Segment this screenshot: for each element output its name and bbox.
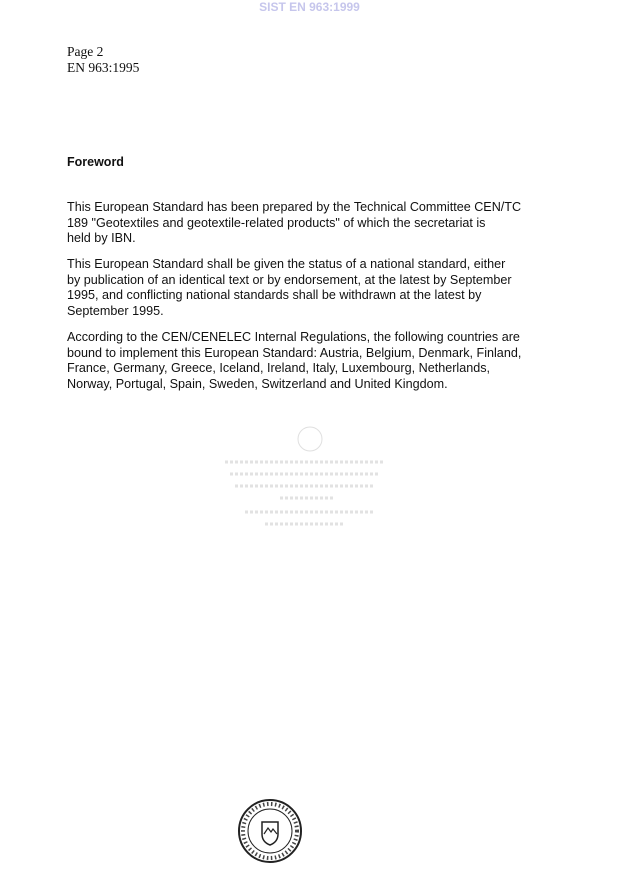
text-line: 189 "Geotextiles and geotextile-related products" of which the secretariat is	[67, 215, 486, 230]
section-heading: Foreword	[67, 155, 124, 169]
text-line: 1995, and conflicting national standards shall be withdrawn at the latest by	[67, 288, 482, 303]
text-line: September 1995.	[67, 303, 164, 318]
page-header	[67, 44, 139, 76]
text-line: bound to implement this European Standard: Austria, Belgium, Denmark, Finland,	[67, 345, 522, 360]
text-line: This European Standard has been prepared by the Technical Committee CEN/TC	[67, 200, 522, 214]
show-through-stamp	[225, 425, 385, 530]
paragraph-1	[67, 200, 521, 247]
text-line: This European Standard shall be given the status of a national standard, either	[67, 257, 506, 271]
official-seal	[237, 798, 303, 864]
paragraph-3	[67, 330, 521, 392]
text-line: by publication of an identical text or by endorsement, at the latest by September	[67, 272, 512, 287]
document-id: EN 963:1995	[67, 60, 140, 75]
watermark: SIST EN 963:1999	[259, 0, 360, 14]
text-line: According to the CEN/CENELEC Internal Regulations, the following countries are	[67, 330, 520, 344]
paragraph-2	[67, 257, 512, 319]
text-line: Norway, Portugal, Spain, Sweden, Switzerland and United Kingdom.	[67, 376, 448, 391]
text-line: France, Germany, Greece, Iceland, Ireland, Italy, Luxembourg, Netherlands,	[67, 361, 491, 376]
page-number: Page 2	[67, 44, 104, 59]
text-line: held by IBN.	[67, 231, 136, 246]
